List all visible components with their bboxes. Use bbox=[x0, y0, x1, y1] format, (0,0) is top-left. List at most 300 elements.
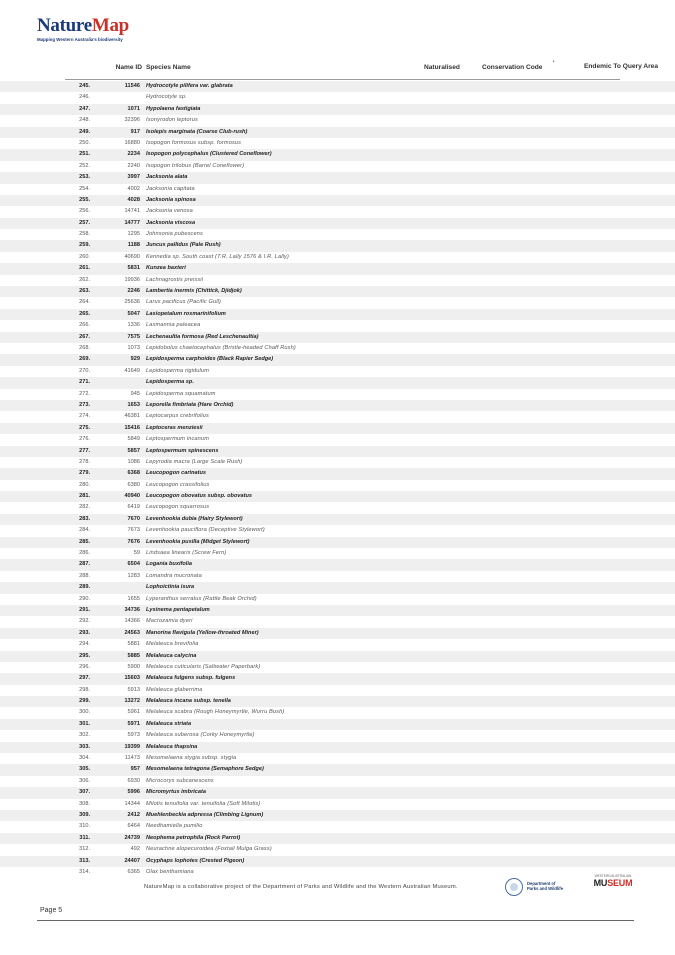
logo-wordmark bbox=[37, 16, 147, 36]
row-species-name: Hydrocotyle sp. bbox=[146, 94, 187, 101]
row-name-id: 24739 bbox=[124, 834, 140, 841]
row-name-id: 1655 bbox=[127, 595, 140, 602]
row-species-name: Lepidosperma sp. bbox=[146, 379, 194, 386]
table-row bbox=[0, 628, 675, 639]
row-number: 303. bbox=[79, 743, 90, 750]
row-number: 284. bbox=[79, 527, 90, 534]
row-number: 254. bbox=[79, 185, 90, 192]
row-number: 281. bbox=[79, 493, 90, 500]
row-species-name: Jacksonia alata bbox=[146, 174, 188, 181]
row-number: 296. bbox=[79, 663, 90, 670]
table-row bbox=[0, 730, 675, 741]
row-species-name: Lachnagrostis preissii bbox=[146, 276, 204, 283]
dpaw-line1: Department of bbox=[527, 881, 556, 886]
row-number: 301. bbox=[79, 720, 90, 727]
table-row bbox=[0, 115, 675, 126]
row-species-name: Isolepis marginata (Coarse Club-rush) bbox=[146, 128, 248, 135]
table-row bbox=[0, 787, 675, 798]
row-species-name: Micromyrtus imbricata bbox=[146, 789, 206, 796]
row-name-id: 7670 bbox=[127, 515, 140, 522]
row-name-id: 2240 bbox=[127, 162, 140, 169]
row-name-id: 6368 bbox=[127, 470, 140, 477]
table-row bbox=[0, 161, 675, 172]
row-species-name: Lysinema pentapetalum bbox=[146, 606, 210, 613]
row-number: 286. bbox=[79, 550, 90, 557]
row-name-id: 957 bbox=[130, 766, 140, 773]
table-row bbox=[0, 343, 675, 354]
table-row bbox=[0, 616, 675, 627]
row-name-id: 2246 bbox=[127, 288, 140, 295]
table-row bbox=[0, 662, 675, 673]
row-species-name: Neophema petrophila (Rock Parrot) bbox=[146, 834, 241, 841]
table-row bbox=[0, 104, 675, 115]
row-name-id: 1188 bbox=[127, 242, 140, 249]
row-number: 291. bbox=[79, 606, 90, 613]
row-species-name: Lepidosperma squamatum bbox=[146, 390, 216, 397]
row-number: 293. bbox=[79, 629, 90, 636]
row-species-name: Melaleuca glaberrima bbox=[146, 686, 203, 693]
row-number: 279. bbox=[79, 470, 90, 477]
museum-word-b: SEUM bbox=[607, 878, 633, 888]
row-number: 305. bbox=[79, 766, 90, 773]
table-header bbox=[0, 61, 675, 78]
row-species-name: Isopogon trilobus (Barrel Coneflower) bbox=[146, 162, 245, 169]
row-species-name: Lepidosperma carphoides (Black Rapier Sedge) bbox=[146, 356, 274, 363]
table-row bbox=[0, 446, 675, 457]
table-row bbox=[0, 366, 675, 377]
row-name-id: 7575 bbox=[127, 333, 140, 340]
row-number: 247. bbox=[79, 105, 90, 112]
row-number: 248. bbox=[79, 117, 90, 124]
row-number: 314. bbox=[79, 868, 90, 875]
row-number: 299. bbox=[79, 698, 90, 705]
row-number: 290. bbox=[79, 595, 90, 602]
row-number: 313. bbox=[79, 857, 90, 864]
row-name-id: 4028 bbox=[127, 196, 140, 203]
row-species-name: Mesomelaena tetragona (Semaphore Sedge) bbox=[146, 766, 264, 773]
row-number: 268. bbox=[79, 344, 90, 351]
row-number: 261. bbox=[79, 265, 90, 272]
museum-top-text: WESTERN AUSTRALIAN bbox=[594, 874, 632, 878]
row-name-id: 5831 bbox=[127, 265, 140, 272]
logo-word-map: Map bbox=[91, 15, 129, 36]
row-number: 298. bbox=[79, 686, 90, 693]
table-row bbox=[0, 218, 675, 229]
row-number: 256. bbox=[79, 208, 90, 215]
row-number: 262. bbox=[79, 276, 90, 283]
row-name-id: 11473 bbox=[124, 755, 140, 762]
row-number: 300. bbox=[79, 709, 90, 716]
row-number: 245. bbox=[79, 83, 90, 89]
row-species-name: Muehlenbeckia adpressa (Climbing Lignum) bbox=[146, 812, 264, 818]
table-row bbox=[0, 309, 675, 320]
table-row bbox=[0, 571, 675, 582]
table-row bbox=[0, 651, 675, 662]
table-row bbox=[0, 411, 675, 422]
table-row bbox=[0, 332, 675, 343]
row-species-name: Lomandra mucronata bbox=[146, 572, 202, 579]
museum-wordmark bbox=[590, 878, 636, 888]
row-species-name: Kennedia sp. South coast (T.R. Lally 1576 & I.R. Lally) bbox=[146, 253, 289, 260]
row-number: 292. bbox=[79, 618, 90, 625]
row-number: 251. bbox=[79, 151, 90, 158]
row-name-id: 6464 bbox=[127, 823, 140, 830]
row-name-id: 5973 bbox=[127, 732, 140, 739]
row-species-name: Levenhookia dubia (Hairy Stylewort) bbox=[146, 515, 243, 522]
footer-divider bbox=[37, 920, 634, 921]
header-divider bbox=[65, 79, 620, 80]
row-name-id: 15603 bbox=[124, 675, 140, 682]
row-name-id: 492 bbox=[130, 846, 140, 853]
row-number: 312. bbox=[79, 846, 90, 853]
row-species-name: Jacksonia spinosa bbox=[146, 196, 196, 203]
row-species-name: Hypolaena fastigiata bbox=[146, 105, 201, 112]
table-row bbox=[0, 172, 675, 183]
row-species-name: Jacksonia viscosa bbox=[146, 219, 196, 226]
row-species-name: Olax benthamiana bbox=[146, 868, 194, 875]
row-name-id: 2234 bbox=[127, 151, 140, 158]
naturemap-logo bbox=[37, 16, 147, 46]
row-species-name: Melaleuca fulgens subsp. fulgens bbox=[146, 675, 236, 682]
row-number: 271. bbox=[79, 379, 90, 386]
row-number: 304. bbox=[79, 755, 90, 762]
header-endemic-mark: ' bbox=[553, 61, 555, 67]
row-number: 294. bbox=[79, 641, 90, 648]
row-number: 275. bbox=[79, 424, 90, 431]
row-species-name: Isopogon formosus subsp. formosus bbox=[146, 139, 242, 146]
row-name-id: 1295 bbox=[127, 231, 140, 238]
row-name-id: 41649 bbox=[124, 367, 140, 374]
table-row bbox=[0, 719, 675, 730]
table-row bbox=[0, 502, 675, 513]
row-number: 302. bbox=[79, 732, 90, 739]
row-number: 269. bbox=[79, 356, 90, 363]
row-name-id: 40690 bbox=[124, 253, 140, 260]
row-species-name: Melaleuca incana subsp. tenella bbox=[146, 698, 231, 705]
row-name-id: 5849 bbox=[127, 436, 140, 443]
dpaw-logo bbox=[505, 878, 567, 898]
row-name-id: 5971 bbox=[127, 720, 140, 727]
row-number: 297. bbox=[79, 675, 90, 682]
table-row bbox=[0, 537, 675, 548]
row-name-id: 19399 bbox=[124, 743, 140, 750]
species-table bbox=[0, 81, 675, 878]
row-name-id: 6930 bbox=[127, 777, 140, 784]
row-name-id: 40940 bbox=[124, 493, 140, 500]
row-name-id: 6504 bbox=[127, 561, 140, 568]
row-name-id: 4002 bbox=[127, 185, 140, 192]
header-endemic-label: Endemic To Query Area bbox=[584, 63, 659, 70]
row-name-id: 14741 bbox=[124, 208, 140, 215]
row-species-name: Melaleuca thapsina bbox=[146, 743, 198, 750]
row-number: 264. bbox=[79, 299, 90, 306]
table-row bbox=[0, 776, 675, 787]
table-row bbox=[0, 434, 675, 445]
dpaw-emblem-icon bbox=[505, 878, 523, 896]
row-name-id: 1336 bbox=[127, 322, 140, 329]
table-row bbox=[0, 195, 675, 206]
row-name-id: 1653 bbox=[127, 401, 140, 408]
table-row bbox=[0, 605, 675, 616]
row-name-id: 34736 bbox=[124, 606, 140, 613]
table-row bbox=[0, 514, 675, 525]
row-number: 252. bbox=[79, 162, 90, 169]
row-species-name: Lindsaea linearis (Screw Fern) bbox=[146, 550, 227, 557]
table-row bbox=[0, 468, 675, 479]
row-number: 258. bbox=[79, 231, 90, 238]
table-row bbox=[0, 138, 675, 149]
row-species-name: Levenhookia pauciflora (Deceptive Stylewort) bbox=[146, 527, 265, 534]
row-name-id: 1073 bbox=[127, 344, 140, 351]
row-species-name: Leucopogon crassifolius bbox=[146, 481, 210, 488]
row-name-id: 945 bbox=[130, 390, 140, 397]
row-name-id: 5885 bbox=[127, 652, 140, 659]
row-name-id: 32396 bbox=[124, 117, 140, 124]
row-number: 263. bbox=[79, 288, 90, 295]
table-row bbox=[0, 594, 675, 605]
row-species-name: Lophoictinia isura bbox=[146, 584, 195, 591]
row-number: 310. bbox=[79, 823, 90, 830]
table-row bbox=[0, 92, 675, 103]
table-row bbox=[0, 639, 675, 650]
page-number: Page 5 bbox=[40, 907, 63, 914]
header-naturalised: Naturalised bbox=[424, 64, 460, 71]
table-row bbox=[0, 821, 675, 832]
row-number: 282. bbox=[79, 504, 90, 511]
table-row bbox=[0, 184, 675, 195]
row-species-name: Jacksonia venosa bbox=[146, 208, 193, 215]
header-name-id: Name ID bbox=[115, 64, 142, 71]
row-name-id: 5900 bbox=[127, 663, 140, 670]
row-species-name: Lambertia inermis (Chittick, Djidjok) bbox=[146, 288, 242, 295]
row-number: 288. bbox=[79, 572, 90, 579]
row-name-id: 5961 bbox=[127, 709, 140, 716]
row-number: 283. bbox=[79, 515, 90, 522]
row-species-name: Melaleuca striata bbox=[146, 720, 192, 727]
row-name-id: 5881 bbox=[127, 641, 140, 648]
table-row bbox=[0, 320, 675, 331]
table-row bbox=[0, 867, 675, 878]
row-species-name: Milotis tenuifolia var. tenuifolia (Soft Milotis) bbox=[146, 800, 261, 807]
table-row bbox=[0, 491, 675, 502]
row-species-name: Levenhookia pusilla (Midget Stylewort) bbox=[146, 538, 250, 545]
table-row bbox=[0, 764, 675, 775]
row-number: 295. bbox=[79, 652, 90, 659]
row-number: 270. bbox=[79, 367, 90, 374]
table-row bbox=[0, 707, 675, 718]
row-species-name: Mesomelaena stygia subsp. stygia bbox=[146, 755, 237, 762]
table-row bbox=[0, 844, 675, 855]
header-conservation-code: Conservation Code bbox=[482, 64, 543, 71]
table-row bbox=[0, 833, 675, 844]
table-row bbox=[0, 423, 675, 434]
row-name-id: 929 bbox=[130, 356, 140, 363]
table-row bbox=[0, 389, 675, 400]
row-species-name: Melaleuca suberosa (Corky Honeymyrtle) bbox=[146, 732, 255, 739]
row-number: 259. bbox=[79, 242, 90, 249]
table-row bbox=[0, 149, 675, 160]
row-number: 307. bbox=[79, 789, 90, 796]
row-species-name: Leucopogon squarrosus bbox=[146, 504, 210, 511]
row-name-id: 14366 bbox=[124, 618, 140, 625]
row-number: 257. bbox=[79, 219, 90, 226]
table-row bbox=[0, 799, 675, 810]
table-row bbox=[0, 810, 675, 821]
row-number: 285. bbox=[79, 538, 90, 545]
row-number: 265. bbox=[79, 310, 90, 317]
row-number: 280. bbox=[79, 481, 90, 488]
row-species-name: Leptoceras menziesii bbox=[146, 424, 203, 431]
row-number: 309. bbox=[79, 812, 90, 818]
row-species-name: Macrozamia dyeri bbox=[146, 618, 193, 625]
table-row bbox=[0, 753, 675, 764]
table-row bbox=[0, 457, 675, 468]
row-number: 273. bbox=[79, 401, 90, 408]
header-species-name: Species Name bbox=[146, 64, 191, 71]
row-name-id: 24407 bbox=[124, 857, 140, 864]
table-row bbox=[0, 297, 675, 308]
table-row bbox=[0, 127, 675, 138]
row-species-name: Melaleuca cuticularis (Saltwater Paperbark) bbox=[146, 663, 261, 670]
row-number: 311. bbox=[79, 834, 90, 841]
table-row bbox=[0, 263, 675, 274]
row-species-name: Microcorys subcanescens bbox=[146, 777, 214, 784]
row-number: 249. bbox=[79, 128, 90, 135]
table-row bbox=[0, 548, 675, 559]
row-species-name: Ocyphaps lophotes (Crested Pigeon) bbox=[146, 857, 245, 864]
row-name-id: 6365 bbox=[127, 868, 140, 875]
wa-museum-logo bbox=[590, 874, 636, 898]
row-species-name: Leucopogon obovatus subsp. obovatus bbox=[146, 493, 252, 500]
row-name-id: 6419 bbox=[127, 504, 140, 511]
row-species-name: Leucopogon carinatus bbox=[146, 470, 206, 477]
row-name-id: 3997 bbox=[127, 174, 140, 181]
table-row bbox=[0, 685, 675, 696]
row-name-id: 5857 bbox=[127, 447, 140, 454]
table-row bbox=[0, 559, 675, 570]
table-row bbox=[0, 81, 675, 92]
row-species-name: Leptocarpus crebrifolius bbox=[146, 413, 209, 420]
row-name-id: 19936 bbox=[124, 276, 140, 283]
table-row bbox=[0, 252, 675, 263]
row-species-name: Laxmannia paleacea bbox=[146, 322, 201, 329]
row-number: 276. bbox=[79, 436, 90, 443]
row-species-name: Melaleuca calycina bbox=[146, 652, 197, 659]
row-number: 250. bbox=[79, 139, 90, 146]
row-species-name: Needhamiella pumilio bbox=[146, 823, 203, 830]
row-species-name: Lepidobolus chaetocephalus (Bristle-headed Chaff Rush) bbox=[146, 344, 296, 351]
row-number: 308. bbox=[79, 800, 90, 807]
row-name-id: 917 bbox=[130, 128, 140, 135]
dpaw-line2: Parks and Wildlife bbox=[527, 885, 564, 891]
row-name-id: 5047 bbox=[127, 310, 140, 317]
row-species-name: Leporella fimbriata (Hare Orchid) bbox=[146, 401, 234, 408]
table-row bbox=[0, 229, 675, 240]
table-row bbox=[0, 525, 675, 536]
table-row bbox=[0, 400, 675, 411]
row-number: 287. bbox=[79, 561, 90, 568]
row-name-id: 7676 bbox=[127, 538, 140, 545]
row-number: 255. bbox=[79, 196, 90, 203]
row-species-name: Hydrocotyle pilifera var. glabrata bbox=[146, 83, 233, 89]
row-species-name: Leptospermum spinescens bbox=[146, 447, 219, 454]
row-name-id: 11546 bbox=[124, 83, 140, 89]
row-species-name: Juncus pallidus (Pale Rush) bbox=[146, 242, 221, 249]
row-name-id: 1283 bbox=[127, 572, 140, 579]
table-row bbox=[0, 354, 675, 365]
row-number: 260. bbox=[79, 253, 90, 260]
table-row bbox=[0, 377, 675, 388]
row-species-name: Melaleuca brevifolia bbox=[146, 641, 199, 648]
table-row bbox=[0, 696, 675, 707]
row-name-id: 59 bbox=[133, 550, 140, 557]
logo-word-nature: Nature bbox=[37, 15, 92, 36]
museum-word-a: MU bbox=[593, 878, 608, 888]
row-species-name: Lepyrodia macra (Large Scale Rush) bbox=[146, 458, 243, 465]
row-number: 267. bbox=[79, 333, 90, 340]
row-name-id: 5996 bbox=[127, 789, 140, 796]
row-name-id: 25636 bbox=[124, 299, 140, 306]
row-name-id: 2412 bbox=[127, 812, 140, 818]
table-row bbox=[0, 582, 675, 593]
row-number: 306. bbox=[79, 777, 90, 784]
row-species-name: Lasiopetalum rosmarinifolium bbox=[146, 310, 226, 317]
table-row bbox=[0, 480, 675, 491]
row-number: 274. bbox=[79, 413, 90, 420]
row-name-id: 14344 bbox=[124, 800, 140, 807]
table-row bbox=[0, 673, 675, 684]
row-species-name: Lechenaultia formosa (Red Leschenaultia) bbox=[146, 333, 259, 340]
row-name-id: 1086 bbox=[127, 458, 140, 465]
row-number: 266. bbox=[79, 322, 90, 329]
dpaw-wordmark bbox=[527, 882, 563, 892]
row-species-name: Logania buxifolia bbox=[146, 561, 192, 568]
row-species-name: Leptospermum incanum bbox=[146, 436, 210, 443]
row-species-name: Neurachne alopecuroidea (Foxtail Mulga Grass) bbox=[146, 846, 272, 853]
row-species-name: Jacksonia capitata bbox=[146, 185, 195, 192]
table-row bbox=[0, 206, 675, 217]
row-name-id: 13272 bbox=[124, 698, 140, 705]
row-name-id: 7673 bbox=[127, 527, 140, 534]
row-name-id: 6380 bbox=[127, 481, 140, 488]
row-name-id: 5913 bbox=[127, 686, 140, 693]
table-row bbox=[0, 275, 675, 286]
row-number: 253. bbox=[79, 174, 90, 181]
row-name-id: 46381 bbox=[124, 413, 140, 420]
row-name-id: 24563 bbox=[124, 629, 140, 636]
row-name-id: 16880 bbox=[124, 139, 140, 146]
row-species-name: Larus pacificus (Pacific Gull) bbox=[146, 299, 222, 306]
row-name-id: 1071 bbox=[127, 105, 140, 112]
row-number: 272. bbox=[79, 390, 90, 397]
logo-tagline: Mapping Western Australia's biodiversity bbox=[37, 37, 123, 42]
table-row bbox=[0, 856, 675, 867]
row-name-id: 14777 bbox=[124, 219, 140, 226]
row-name-id: 15416 bbox=[124, 424, 140, 431]
footer-credit: NatureMap is a collaborative project of the Department of Parks and Wildlife and the Western Australian Museum. bbox=[144, 884, 458, 890]
table-row bbox=[0, 240, 675, 251]
row-species-name: Lyperanthus serratus (Rattle Beak Orchid) bbox=[146, 595, 257, 602]
table-row bbox=[0, 286, 675, 297]
row-species-name: Melaleuca scabra (Rough Honeymyrtle, Wurru Bush) bbox=[146, 709, 285, 716]
row-species-name: Kunzea baxteri bbox=[146, 265, 186, 272]
row-species-name: Isonyrodon leptorus bbox=[146, 117, 198, 124]
row-species-name: Manorina flavigula (Yellow-throated Miner) bbox=[146, 629, 259, 636]
row-species-name: Lepidosperma rigidulum bbox=[146, 367, 209, 374]
row-number: 277. bbox=[79, 447, 90, 454]
row-number: 289. bbox=[79, 584, 90, 591]
table-row bbox=[0, 742, 675, 753]
